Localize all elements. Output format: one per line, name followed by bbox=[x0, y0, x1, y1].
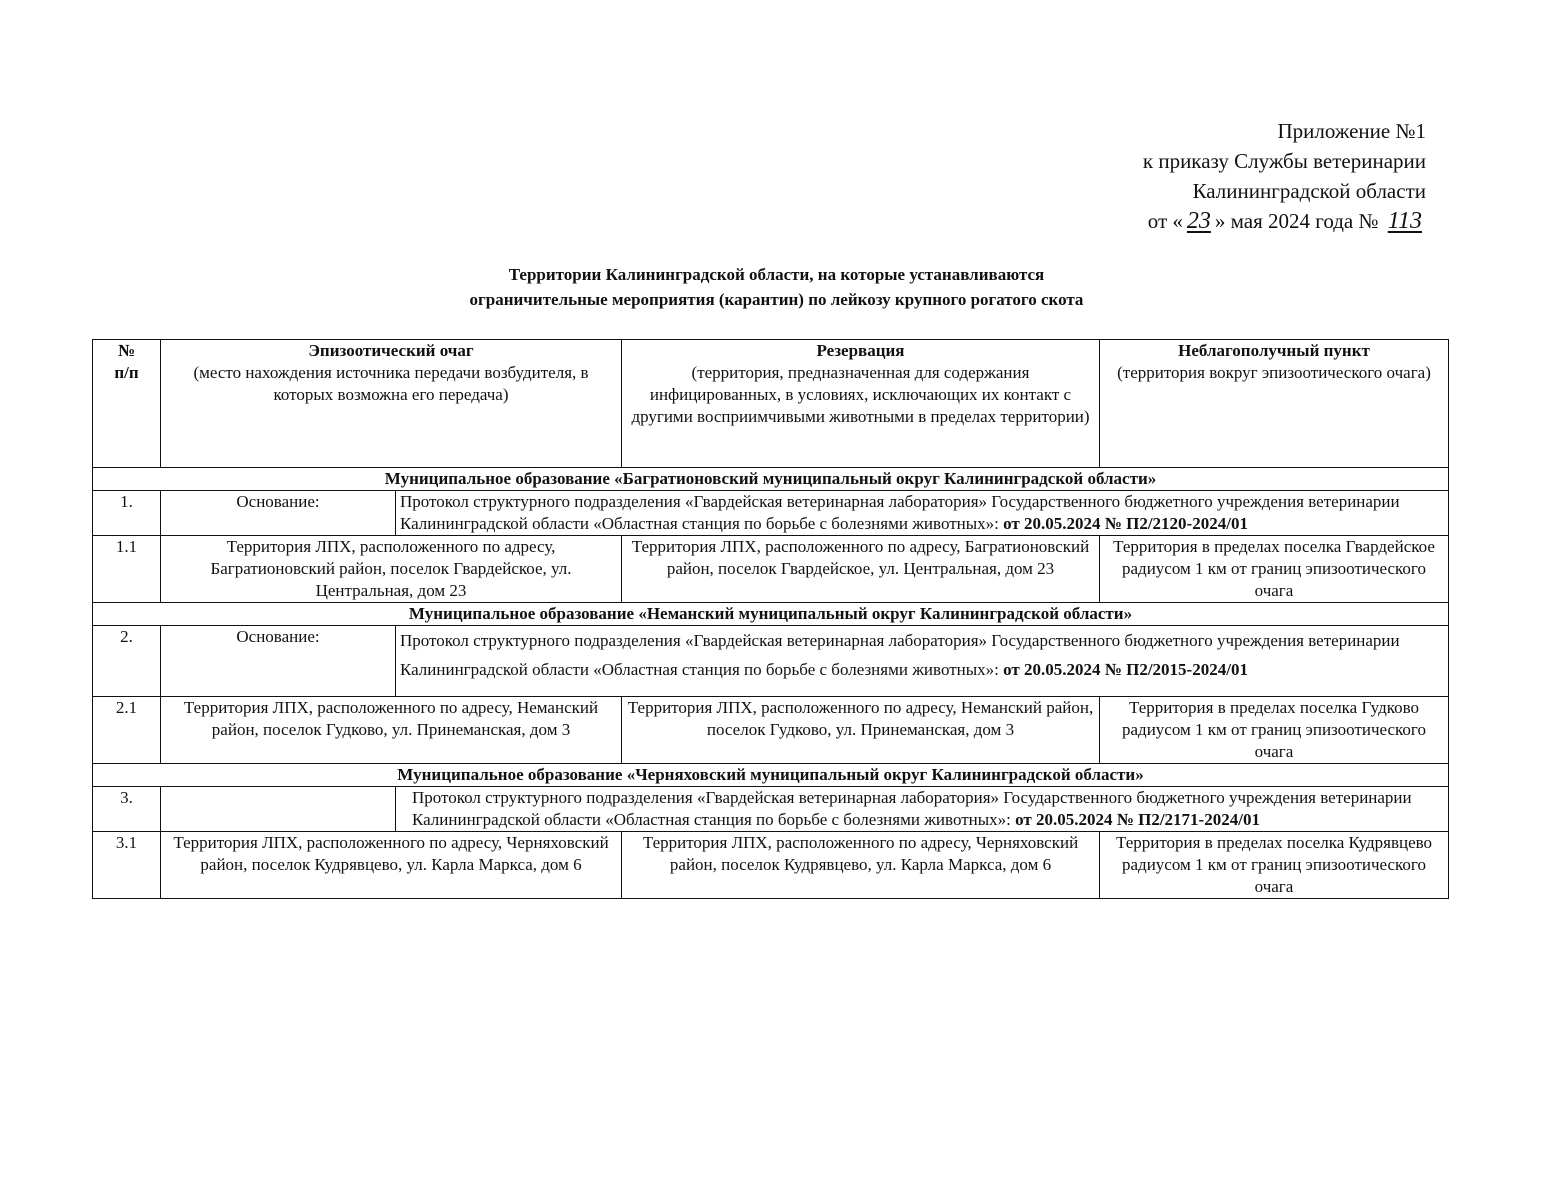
reservation-cell: Территория ЛПХ, расположенного по адресу, Неманский район, поселок Гудково, ул. Принеманская, дом 3 bbox=[622, 697, 1100, 764]
header-num: № п/п bbox=[93, 340, 161, 468]
header-point: Неблагополучный пункт (территория вокруг эпизоотического очага) bbox=[1100, 340, 1449, 468]
section-title-row bbox=[93, 468, 1449, 491]
title-line-2: ограничительные мероприятия (карантин) по лейкозу крупного рогатого скота bbox=[469, 290, 1084, 309]
basis-label bbox=[161, 787, 396, 832]
table-row bbox=[93, 491, 1449, 536]
point-cell: Территория в пределах поселка Гвардейское радиусом 1 км от границ эпизоотического очага bbox=[1100, 536, 1449, 603]
table-header-row bbox=[93, 340, 1449, 468]
document-title bbox=[0, 262, 1553, 312]
quarantine-table bbox=[92, 339, 1449, 899]
protocol-cell: Протокол структурного подразделения «Гвардейская ветеринарная лаборатория» Государственного бюджетного учреждения ветеринарии Калининградской области «Областная станция по борьбе с болезнями животных»: от 20.05.2024 № П2/2120-2024/01 bbox=[396, 491, 1449, 536]
table-row bbox=[93, 832, 1449, 899]
protocol-ref: от 20.05.2024 № П2/2015-2024/01 bbox=[1003, 660, 1248, 679]
focus-cell: Территория ЛПХ, расположенного по адресу, Багратионовский район, поселок Гвардейское, ул. Центральная, дом 23 bbox=[161, 536, 622, 603]
section-title: Муниципальное образование «Багратионовский муниципальный округ Калининградской области» bbox=[93, 468, 1449, 491]
point-cell: Территория в пределах поселка Кудрявцево радиусом 1 км от границ эпизоотического очага bbox=[1100, 832, 1449, 899]
point-cell: Территория в пределах поселка Гудково радиусом 1 км от границ эпизоотического очага bbox=[1100, 697, 1449, 764]
date-middle: » мая 2024 года № bbox=[1214, 209, 1379, 233]
section-title: Муниципальное образование «Неманский муниципальный округ Калининградской области» bbox=[93, 603, 1449, 626]
header-reservation: Резервация (территория, предназначенная для содержания инфицированных, в условиях, исключающих их контакт с другими восприимчивыми животными в пределах территории) bbox=[622, 340, 1100, 468]
section-title: Муниципальное образование «Черняховский муниципальный округ Калининградской области» bbox=[93, 764, 1449, 787]
row-num: 2.1 bbox=[93, 697, 161, 764]
row-num: 3. bbox=[93, 787, 161, 832]
section-title-row bbox=[93, 603, 1449, 626]
appendix-line-3: Калининградской области bbox=[1192, 179, 1426, 203]
row-num: 1.1 bbox=[93, 536, 161, 603]
table-row bbox=[93, 697, 1449, 764]
reservation-cell: Территория ЛПХ, расположенного по адресу, Черняховский район, поселок Кудрявцево, ул. Карла Маркса, дом 6 bbox=[622, 832, 1100, 899]
basis-label: Основание: bbox=[161, 626, 396, 697]
handwritten-order-number: 113 bbox=[1387, 208, 1422, 234]
row-num: 1. bbox=[93, 491, 161, 536]
basis-label: Основание: bbox=[161, 491, 396, 536]
table-row bbox=[93, 626, 1449, 697]
protocol-cell: Протокол структурного подразделения «Гвардейская ветеринарная лаборатория» Государственного бюджетного учреждения ветеринарии Калининградской области «Областная станция по борьбе с болезнями животных»: от 20.05.2024 № П2/2015-2024/01 bbox=[396, 626, 1449, 697]
reservation-cell: Территория ЛПХ, расположенного по адресу, Багратионовский район, поселок Гвардейское, ул. Центральная, дом 23 bbox=[622, 536, 1100, 603]
row-num: 3.1 bbox=[93, 832, 161, 899]
table-row bbox=[93, 787, 1449, 832]
row-num: 2. bbox=[93, 626, 161, 697]
handwritten-day: 23 bbox=[1186, 208, 1211, 234]
section-title-row bbox=[93, 764, 1449, 787]
appendix-line-4 bbox=[906, 206, 1426, 236]
focus-cell: Территория ЛПХ, расположенного по адресу, Неманский район, поселок Гудково, ул. Принеманская, дом 3 bbox=[161, 697, 622, 764]
appendix-header bbox=[906, 116, 1426, 236]
focus-cell: Территория ЛПХ, расположенного по адресу, Черняховский район, поселок Кудрявцево, ул. Карла Маркса, дом 6 bbox=[161, 832, 622, 899]
protocol-ref: от 20.05.2024 № П2/2120-2024/01 bbox=[1003, 514, 1248, 533]
header-focus: Эпизоотический очаг (место нахождения источника передачи возбудителя, в которых возможна его передача) bbox=[161, 340, 622, 468]
appendix-line-1: Приложение №1 bbox=[1277, 119, 1426, 143]
appendix-line-2: к приказу Службы ветеринарии bbox=[1142, 149, 1426, 173]
table-row bbox=[93, 536, 1449, 603]
protocol-cell: Протокол структурного подразделения «Гвардейская ветеринарная лаборатория» Государственного бюджетного учреждения ветеринарии Калининградской области «Областная станция по борьбе с болезнями животных»: от 20.05.2024 № П2/2171-2024/01 bbox=[396, 787, 1449, 832]
title-line-1: Территории Калининградской области, на которые устанавливаются bbox=[508, 265, 1045, 284]
date-prefix: от « bbox=[1147, 209, 1183, 233]
protocol-ref: от 20.05.2024 № П2/2171-2024/01 bbox=[1015, 810, 1260, 829]
